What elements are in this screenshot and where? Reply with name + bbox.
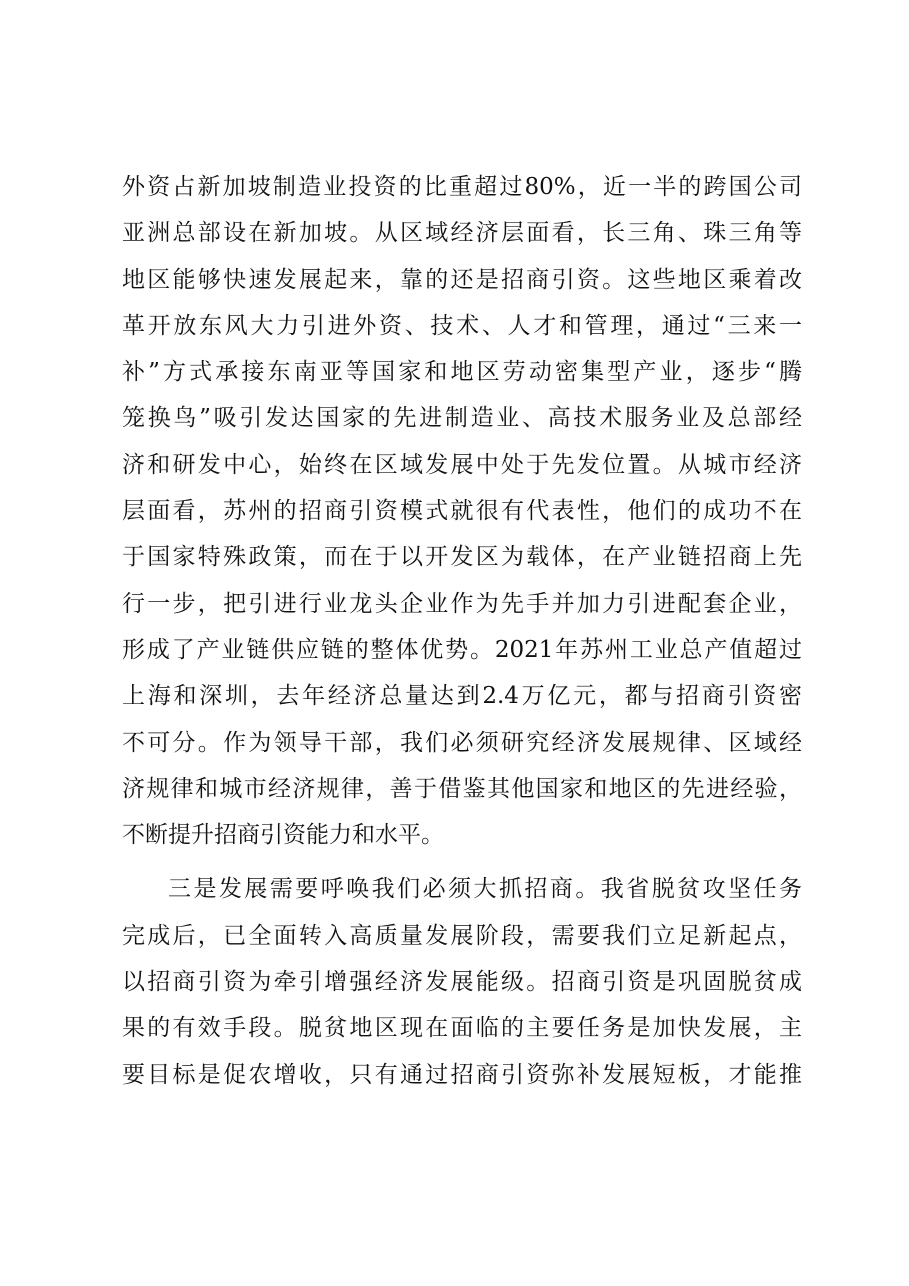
text-line: 层面看，苏州的招商引资模式就很有代表性，他们的成功不在 (122, 498, 802, 525)
text-line: 完成后，已全面转入高质量发展阶段，需要我们立足新起点， (122, 922, 802, 949)
body-text (122, 164, 802, 1098)
text-line: 要目标是促农增收，只有通过招商引资弥补发展短板，才能推 (122, 1061, 802, 1088)
paragraph-spacer (122, 858, 802, 866)
text-line: 于国家特殊政策，而在于以开发区为载体，在产业链招商上先 (122, 544, 802, 571)
text-line: 外资占新加坡制造业投资的比重超过80%，近一半的跨国公司 (122, 174, 802, 200)
text-line: 行一步，把引进行业龙头企业作为先手并加力引进配套企业， (122, 590, 802, 617)
text-line: 以招商引资为牵引增强经济发展能级。招商引资是巩固脱贫成 (122, 969, 802, 996)
text-line: 补”方式承接东南亚等国家和地区劳动密集型产业，逐步“腾 (122, 359, 802, 386)
text-line: 笼换鸟”吸引发达国家的先进制造业、高技术服务业及总部经 (122, 405, 802, 432)
text-line: 上海和深圳，去年经济总量达到2.4万亿元，都与招商引资密 (122, 683, 802, 710)
text-line: 济和研发中心，始终在区域发展中处于先发位置。从城市经济 (122, 451, 802, 478)
text-line: 革开放东风大力引进外资、技术、人才和管理，通过“三来一 (122, 312, 802, 339)
text-line: 不可分。作为领导干部，我们必须研究经济发展规律、区域经 (122, 729, 802, 756)
text-line: 济规律和城市经济规律，善于借鉴其他国家和地区的先进经验， (122, 775, 802, 802)
text-line: 形成了产业链供应链的整体优势。2021年苏州工业总产值超过 (122, 636, 802, 663)
paragraph-2 (122, 866, 802, 1097)
text-line: 地区能够快速发展起来，靠的还是招商引资。这些地区乘着改 (122, 266, 802, 293)
text-line: 不断提升招商引资能力和水平。 (122, 822, 444, 849)
paragraph-1 (122, 164, 802, 858)
text-line: 亚洲总部设在新加坡。从区域经济层面看，长三角、珠三角等 (122, 220, 802, 247)
text-line: 三是发展需要呼唤我们必须大抓招商。我省脱贫攻坚任务 (168, 876, 802, 903)
text-line: 果的有效手段。脱贫地区现在面临的主要任务是加快发展，主 (122, 1015, 802, 1042)
